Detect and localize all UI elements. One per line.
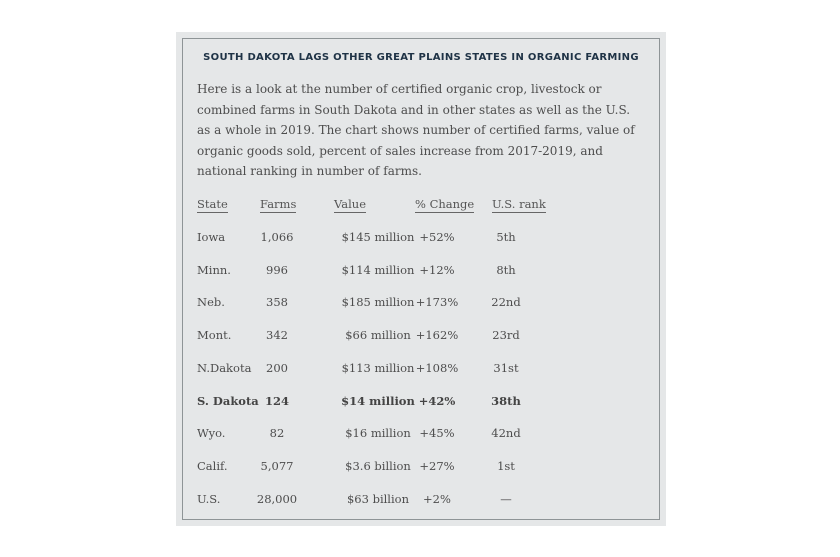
- header-value: Value: [334, 197, 366, 211]
- cell-rank: 5th: [496, 230, 516, 244]
- table-row: [183, 426, 659, 446]
- infographic-card: [176, 32, 666, 526]
- table-row: [183, 230, 659, 250]
- cell-value: $16 million: [345, 426, 411, 441]
- cell-farms: 124: [264, 393, 289, 408]
- cell-farms: 996: [266, 262, 288, 277]
- header-state: State: [197, 197, 228, 211]
- cell-rank: 23rd: [492, 328, 520, 343]
- table-row: [183, 361, 659, 381]
- cell-state: Minn.: [197, 262, 231, 277]
- cell-state: U.S.: [197, 491, 221, 506]
- cell-value: $66 million: [345, 328, 411, 343]
- cell-change: +162%: [415, 328, 459, 343]
- cell-change: +12%: [419, 262, 455, 277]
- cell-rank: 38th: [491, 393, 521, 408]
- cell-change: +42%: [418, 393, 456, 408]
- cell-farms: 200: [266, 360, 288, 375]
- cell-farms: 5,077: [260, 458, 294, 473]
- cell-rank: 1st: [497, 458, 515, 473]
- cell-value: $114 million: [341, 262, 415, 277]
- cell-value: $14 million: [341, 393, 415, 408]
- cell-state: Neb.: [197, 295, 225, 310]
- cell-change: +52%: [419, 230, 455, 244]
- cell-state: Mont.: [197, 328, 232, 343]
- cell-rank: 42nd: [491, 426, 521, 441]
- cell-state: N.Dakota: [197, 360, 252, 375]
- chart-title: SOUTH DAKOTA LAGS OTHER GREAT PLAINS STATES IN ORGANIC FARMING: [203, 52, 639, 63]
- table-row: [183, 394, 659, 414]
- cell-change: +173%: [415, 295, 459, 310]
- cell-farms: 82: [269, 426, 285, 441]
- cell-state: Wyo.: [197, 426, 226, 441]
- cell-farms: 342: [266, 328, 288, 343]
- cell-change: +45%: [419, 426, 455, 441]
- table-row: [183, 328, 659, 348]
- cell-value: $3.6 billion: [345, 458, 411, 473]
- table-row: [183, 295, 659, 315]
- cell-state: Iowa: [197, 230, 226, 244]
- cell-rank: 31st: [493, 360, 519, 375]
- cell-value: $113 million: [341, 360, 415, 375]
- table-row: [183, 459, 659, 479]
- cell-rank: 8th: [496, 262, 516, 277]
- cell-change: +2%: [423, 491, 451, 506]
- card-border: [182, 38, 660, 520]
- cell-farms: 28,000: [256, 491, 298, 506]
- cell-rank: —: [500, 491, 512, 506]
- table-header: [183, 197, 659, 217]
- cell-value: $145 million: [341, 230, 415, 244]
- table-row: [183, 263, 659, 283]
- cell-farms: 1,066: [260, 230, 294, 244]
- cell-change: +108%: [415, 360, 459, 375]
- cell-rank: 22nd: [491, 295, 521, 310]
- table-row: [183, 492, 659, 512]
- header-change: % Change: [415, 197, 475, 211]
- cell-farms: 358: [266, 295, 288, 310]
- header-rank: U.S. rank: [492, 197, 546, 211]
- cell-value: $185 million: [341, 295, 415, 310]
- cell-state: Calif.: [197, 458, 228, 473]
- cell-value: $63 billion: [346, 491, 409, 506]
- header-farms: Farms: [260, 197, 297, 211]
- cell-change: +27%: [419, 458, 455, 473]
- chart-description: Here is a look at the number of certified organic crop, livestock or combined farms in South Dakota and in other states as well as the U.S. as a whole in 2019. The chart shows number of certified farms, value of organic goods sold, percent of sales increase from 2017-2019, and national ranking in number of farms.: [197, 82, 635, 178]
- cell-state: S. Dakota: [197, 393, 259, 408]
